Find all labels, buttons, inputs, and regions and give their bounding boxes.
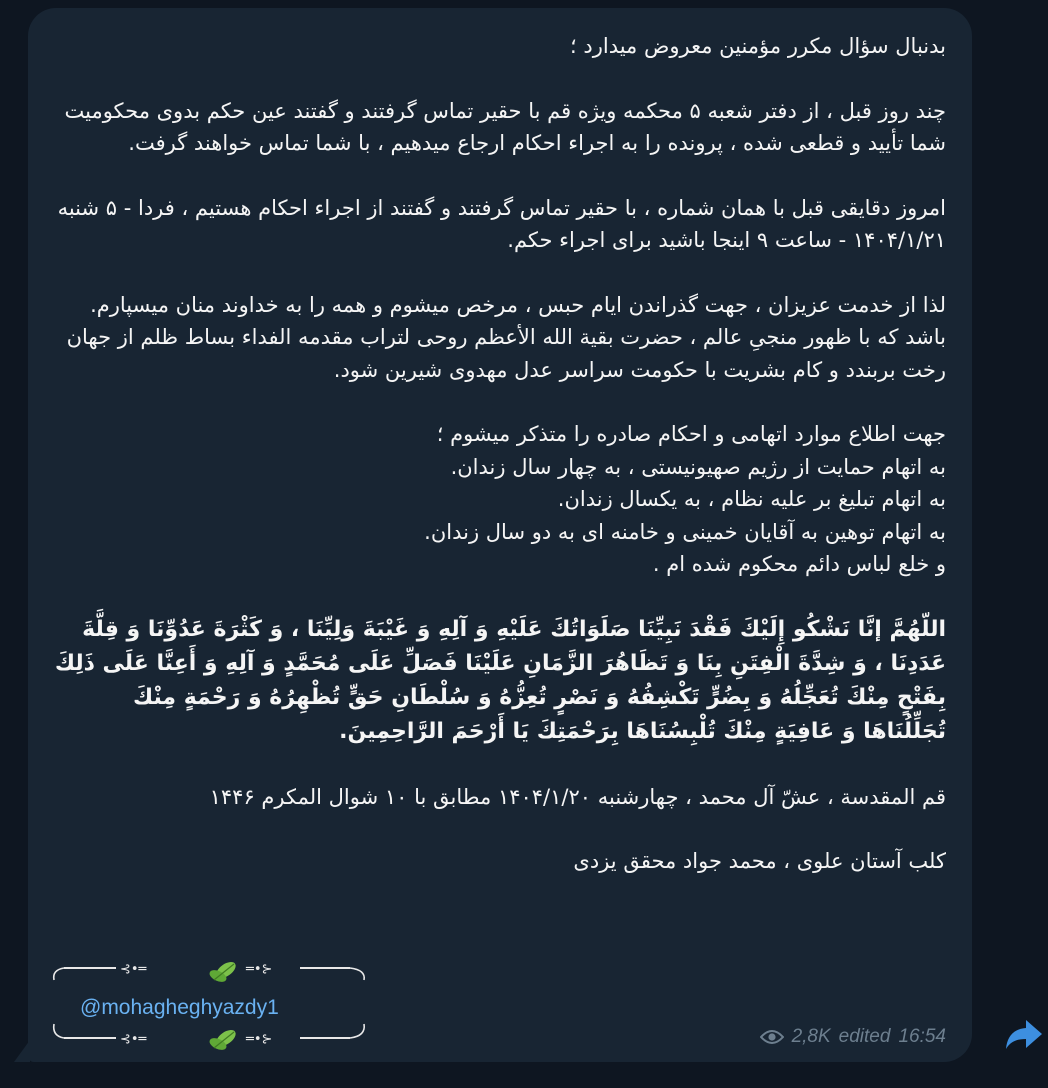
message-prayer: اللّهُمَّ إنَّا نَشْكُو إِلَيْكَ فَقْدَ نَبِيِّنَا صَلَوَاتُكَ عَلَيْهِ وَ آلِهِ وَ غَيْبَةَ وَلِيِّنَا ، وَ كَثْرَةَ عَدُوِّنَا وَ قِلَّةَ عَدَدِنَا ، وَ شِدَّةَ الْفِتَنِ بِنَا وَ تَظَاهُرَ الزَّمَانِ عَلَيْنَا فَصَلِّ عَلَى مُحَمَّدٍ وَ آلِهِ وَ أَعِنَّا عَلَى ذَلِكَ بِفَتْحٍ مِنْكَ تُعَجِّلُهُ وَ بِضُرٍّ تَكْشِفُهُ وَ نَصْرٍ تُعِزُّهُ وَ سُلْطَانِ حَقٍّ تُظْهِرُهُ وَ رَحْمَةٍ مِنْكَ تُجَلِّلُنَاهَا وَ عَافِيَةٍ مِنْكَ تُلْبِسُنَاهَا بِرَحْمَتِكَ يَا أَرْحَمَ الرَّاحِمِينَ. bbox=[47, 616, 946, 744]
message-paragraph-today: امروز دقایقی قبل با همان شماره ، با حقیر تماس گرفتند و گفتند از اجراء احکام هستیم ، فردا - ۵ شنبه ۱۴۰۴/۱/۲۱ - ساعت ۹ اینجا باشید برای اجراء حکم. bbox=[50, 195, 946, 252]
leaf-icon bbox=[208, 1027, 239, 1053]
bubble-tail bbox=[14, 1040, 30, 1062]
message-bubble[interactable] bbox=[28, 8, 972, 1062]
message-time: 16:54 bbox=[898, 1026, 946, 1047]
svg-text:⊰•═: ⊰•═ bbox=[120, 1032, 147, 1047]
eye-icon bbox=[760, 1029, 784, 1045]
channel-handle-link[interactable]: @mohagheghyazdy1 bbox=[80, 996, 279, 1019]
message-intro: بدنبال سؤال مکرر مؤمنین معروض میدارد ؛ bbox=[570, 34, 946, 58]
svg-text:═•⊱: ═•⊱ bbox=[246, 962, 273, 977]
message-signature: کلب آستان علوی ، محمد جواد محقق یزدی bbox=[573, 849, 946, 873]
svg-text:⊰•═: ⊰•═ bbox=[120, 962, 147, 977]
view-count: 2,8K bbox=[791, 1026, 831, 1047]
svg-text:═•⊱: ═•⊱ bbox=[246, 1032, 273, 1047]
channel-signature-ornament bbox=[50, 958, 370, 1048]
ornament-divider-top bbox=[50, 958, 370, 992]
ornament-divider-bottom bbox=[50, 1020, 370, 1054]
message-paragraph-call: چند روز قبل ، از دفتر شعبه ۵ محکمه ویژه قم با حقیر تماس گرفتند و گفتند عین حکم بدوی محکومیت شما تأیید و قطعی شده ، پرونده را به اجراء احکام ارجاع میدهیم ، با شما تماس خواهند گرفت. bbox=[57, 98, 946, 155]
message-paragraph-farewell: لذا از خدمت عزیزان ، جهت گذراندن ایام حبس ، مرخص میشوم و همه را به خداوند منان میسپارم. باشد که با ظهور منجیِ عالم ، حضرت بقیة الله الأعظم روحی لتراب مقدمه الفداء بساط ظلم از جهان رخت بربندد و کام بشریت با حکومت سراسر عدل مهدوی شیرین شود. bbox=[66, 292, 946, 382]
message-meta bbox=[760, 1026, 946, 1048]
message-charges-list: جهت اطلاع موارد اتهامی و احکام صادره را متذکر میشوم ؛ به اتهام حمایت از رژیم صهیونیستی ، به چهار سال زندان. به اتهام تبلیغ بر علیه نظام ، به یکسال زندان. به اتهام توهین به آقایان خمینی و خامنه ای به دو سال زندان. و خلع لباس دائم محکوم شده ام . bbox=[424, 422, 946, 576]
leaf-icon bbox=[208, 959, 239, 985]
edited-label: edited bbox=[838, 1026, 891, 1047]
message-date-line: قم المقدسة ، عشّ آل محمد ، چهارشنبه ۱۴۰۴/۱/۲۰ مطابق با ۱۰ شوال المکرم ۱۴۴۶ bbox=[209, 784, 946, 809]
forward-arrow-icon[interactable] bbox=[1004, 1016, 1044, 1052]
